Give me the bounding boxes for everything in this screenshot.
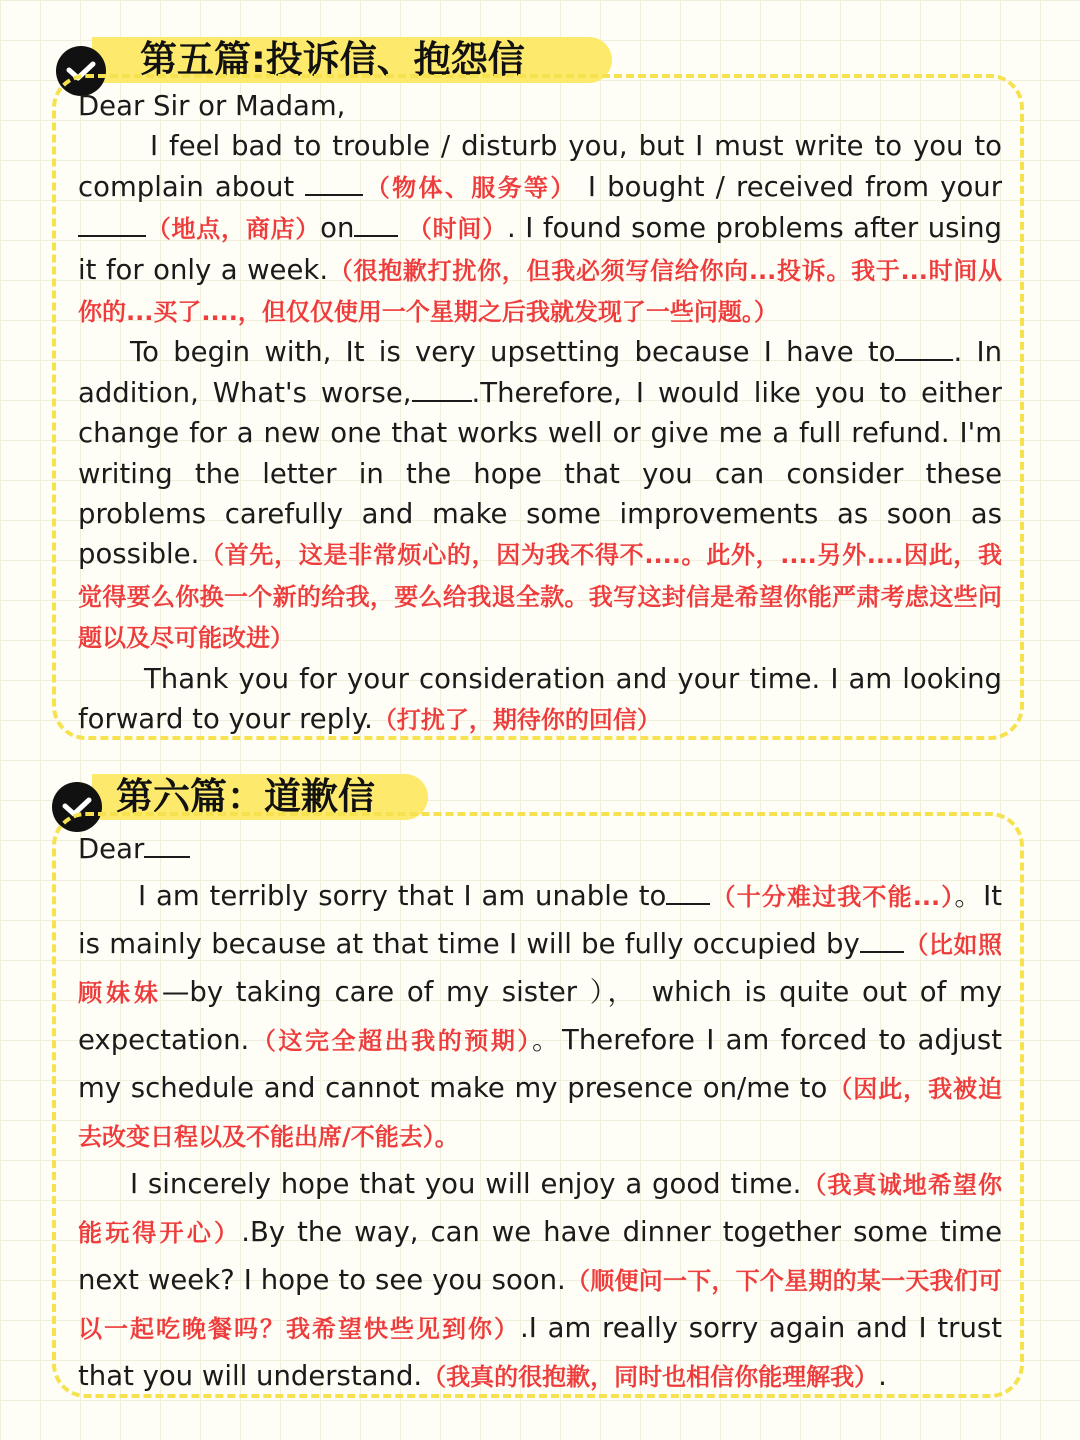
salutation: Dear Sir or Madam, [78, 90, 346, 122]
fill-blank [354, 213, 398, 237]
paragraph: To begin with, It is very upsetting because I have to . In addition, What's worse, .Therefore, I would like you to either change for a new one that works well or give me a full refund. I'm writing the letter in the hope that you can consider these problems carefully and make some improvements as soon as possible.（首先，这是非常烦心的，因为我不得不....。此外，....另外....因此，我觉得要么你换一个新的给我，要么给我退全款。我写这封信是希望你能严肃考虑这些问题以及尽可能改进） [78, 336, 1002, 653]
section-5-letter [78, 86, 1002, 741]
section-6-letter [78, 826, 1002, 1401]
fill-blank [666, 881, 710, 905]
paragraph: I sincerely hope that you will enjoy a good time.（我真诚地希望你能玩得开心）.By the way, can we have dinner together some time next week? I hope to see you soon.（顺便问一下，下个星期的某一天我们可以一起吃晚餐吗？我希望快些见到你）.I am really sorry again and I trust that you will understand.（我真的很抱歉，同时也相信你能理解我）. [78, 1168, 1003, 1392]
paragraph: I am terribly sorry that I am unable to （十分难过我不能...）。It is mainly because at that time I will be fully occupied by （比如照顾妹妹—by taking care of my sister ）， which is quite out of my expectation.（这完全超出我的预期）。Therefore I am forced to adjust my schedule and cannot make my presence on/me to（因此，我被迫去改变日程以及不能出席/不能去）。 [78, 880, 1003, 1151]
fill-blank [305, 172, 363, 196]
fill-blank [895, 337, 953, 361]
fill-blank [144, 834, 190, 858]
paragraph: I feel bad to trouble / disturb you, but I must write to you to complain about （物体、服务等） I bought / received from your（地点，商店）on （时间）. I found some problems after using it for only a week.（很抱歉打扰你，但我必须写信给你向...投诉。我于...时间从你的...买了....，但仅仅使用一个星期之后我就发现了一些问题。） [78, 130, 1003, 327]
fill-blank [860, 929, 904, 953]
fill-blank [78, 213, 146, 237]
paragraph: Thank you for your consideration and your time. I am looking forward to your reply.（打扰了，期待你的回信） [78, 662, 1002, 736]
section-5-title: 第五篇:投诉信、抱怨信 [92, 37, 612, 83]
salutation: Dear [78, 826, 1002, 873]
section-6-title: 第六篇：道歉信 [92, 774, 428, 820]
fill-blank [412, 378, 472, 402]
